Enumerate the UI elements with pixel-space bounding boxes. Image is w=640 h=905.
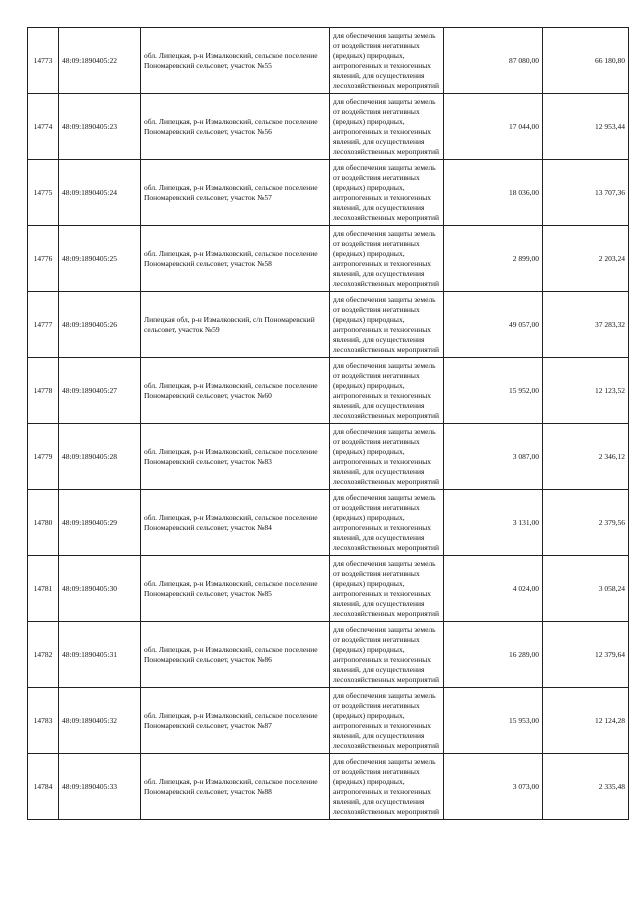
permitted-use: для обеспечения защиты земель от воздействия негативных (вредных) природных, антропогенных и техногенных явлений, для осуществления лесохозяйственных мероприятий	[330, 292, 444, 358]
cadastral-number: 48:09:1890405:25	[59, 226, 141, 292]
row-number: 14780	[28, 490, 59, 556]
cadastral-value: 2 335,48	[543, 754, 629, 820]
permitted-use: для обеспечения защиты земель от воздействия негативных (вредных) природных, антропогенных и техногенных явлений, для осуществления лесохозяйственных мероприятий	[330, 754, 444, 820]
parcel-address: обл. Липецкая, р-н Измалковский, сельское поселение Пономаревский сельсовет, участок №85	[141, 556, 330, 622]
parcel-address: обл. Липецкая, р-н Измалковский, сельское поселение Пономаревский сельсовет, участок №57	[141, 160, 330, 226]
parcel-area: 49 057,00	[444, 292, 543, 358]
row-number: 14777	[28, 292, 59, 358]
permitted-use: для обеспечения защиты земель от воздействия негативных (вредных) природных, антропогенных и техногенных явлений, для осуществления лесохозяйственных мероприятий	[330, 556, 444, 622]
table-row	[28, 358, 629, 424]
parcel-address: обл. Липецкая, р-н Измалковский, сельское поселение Пономаревский сельсовет, участок №84	[141, 490, 330, 556]
parcel-area: 3 087,00	[444, 424, 543, 490]
parcel-area: 18 036,00	[444, 160, 543, 226]
permitted-use: для обеспечения защиты земель от воздействия негативных (вредных) природных, антропогенных и техногенных явлений, для осуществления лесохозяйственных мероприятий	[330, 490, 444, 556]
table-row	[28, 292, 629, 358]
cadastral-number: 48:09:1890405:26	[59, 292, 141, 358]
permitted-use: для обеспечения защиты земель от воздействия негативных (вредных) природных, антропогенных и техногенных явлений, для осуществления лесохозяйственных мероприятий	[330, 28, 444, 94]
table-row	[28, 490, 629, 556]
permitted-use: для обеспечения защиты земель от воздействия негативных (вредных) природных, антропогенных и техногенных явлений, для осуществления лесохозяйственных мероприятий	[330, 160, 444, 226]
cadastral-value: 13 707,36	[543, 160, 629, 226]
table-row	[28, 424, 629, 490]
cadastral-value: 2 379,56	[543, 490, 629, 556]
row-number: 14781	[28, 556, 59, 622]
parcel-area: 15 953,00	[444, 688, 543, 754]
parcel-area: 4 024,00	[444, 556, 543, 622]
permitted-use: для обеспечения защиты земель от воздействия негативных (вредных) природных, антропогенных и техногенных явлений, для осуществления лесохозяйственных мероприятий	[330, 226, 444, 292]
cadastral-value: 12 123,52	[543, 358, 629, 424]
row-number: 14776	[28, 226, 59, 292]
cadastral-value: 3 058,24	[543, 556, 629, 622]
row-number: 14774	[28, 94, 59, 160]
cadastral-number: 48:09:1890405:30	[59, 556, 141, 622]
parcel-area: 17 044,00	[444, 94, 543, 160]
table-row	[28, 622, 629, 688]
parcel-area: 16 289,00	[444, 622, 543, 688]
parcel-area: 87 080,00	[444, 28, 543, 94]
parcel-address: обл. Липецкая, р-н Измалковский, сельское поселение Пономаревский сельсовет, участок №87	[141, 688, 330, 754]
permitted-use: для обеспечения защиты земель от воздействия негативных (вредных) природных, антропогенных и техногенных явлений, для осуществления лесохозяйственных мероприятий	[330, 94, 444, 160]
table-row	[28, 160, 629, 226]
parcel-address: обл. Липецкая, р-н Измалковский, сельское поселение Пономаревский сельсовет, участок №83	[141, 424, 330, 490]
table-row	[28, 226, 629, 292]
cadastral-number: 48:09:1890405:27	[59, 358, 141, 424]
table-row	[28, 28, 629, 94]
row-number: 14779	[28, 424, 59, 490]
permitted-use: для обеспечения защиты земель от воздействия негативных (вредных) природных, антропогенных и техногенных явлений, для осуществления лесохозяйственных мероприятий	[330, 424, 444, 490]
row-number: 14773	[28, 28, 59, 94]
cadastral-number: 48:09:1890405:31	[59, 622, 141, 688]
row-number: 14778	[28, 358, 59, 424]
parcel-area: 2 899,00	[444, 226, 543, 292]
cadastral-number: 48:09:1890405:23	[59, 94, 141, 160]
parcel-address: обл. Липецкая, р-н Измалковский, сельское поселение Пономаревский сельсовет, участок №86	[141, 622, 330, 688]
table-row	[28, 94, 629, 160]
row-number: 14782	[28, 622, 59, 688]
parcel-address: обл. Липецкая, р-н Измалковский, сельское поселение Пономаревский сельсовет, участок №88	[141, 754, 330, 820]
cadastral-value: 12 124,28	[543, 688, 629, 754]
table-row	[28, 556, 629, 622]
row-number: 14775	[28, 160, 59, 226]
parcel-address: обл. Липецкая, р-н Измалковский, сельское поселение Пономаревский сельсовет, участок №58	[141, 226, 330, 292]
cadastral-number: 48:09:1890405:33	[59, 754, 141, 820]
permitted-use: для обеспечения защиты земель от воздействия негативных (вредных) природных, антропогенных и техногенных явлений, для осуществления лесохозяйственных мероприятий	[330, 358, 444, 424]
parcel-address: Липецкая обл, р-н Измалковский, с/п Пономаревский сельсовет, участок №59	[141, 292, 330, 358]
parcel-address: обл. Липецкая, р-н Измалковский, сельское поселение Пономаревский сельсовет, участок №56	[141, 94, 330, 160]
table-row	[28, 688, 629, 754]
cadastral-number: 48:09:1890405:22	[59, 28, 141, 94]
cadastral-value: 2 203,24	[543, 226, 629, 292]
permitted-use: для обеспечения защиты земель от воздействия негативных (вредных) природных, антропогенных и техногенных явлений, для осуществления лесохозяйственных мероприятий	[330, 622, 444, 688]
cadastral-number: 48:09:1890405:28	[59, 424, 141, 490]
cadastral-number: 48:09:1890405:32	[59, 688, 141, 754]
parcel-area: 3 131,00	[444, 490, 543, 556]
parcel-address: обл. Липецкая, р-н Измалковский, сельское поселение Пономаревский сельсовет, участок №55	[141, 28, 330, 94]
row-number: 14784	[28, 754, 59, 820]
cadastral-number: 48:09:1890405:29	[59, 490, 141, 556]
cadastral-value: 12 379,64	[543, 622, 629, 688]
row-number: 14783	[28, 688, 59, 754]
parcel-address: обл. Липецкая, р-н Измалковский, сельское поселение Пономаревский сельсовет, участок №60	[141, 358, 330, 424]
parcel-area: 3 073,00	[444, 754, 543, 820]
parcel-area: 15 952,00	[444, 358, 543, 424]
cadastral-value: 2 346,12	[543, 424, 629, 490]
cadastral-value: 37 283,32	[543, 292, 629, 358]
registry-body	[28, 28, 629, 820]
cadastral-value: 12 953,44	[543, 94, 629, 160]
table-row	[28, 754, 629, 820]
permitted-use: для обеспечения защиты земель от воздействия негативных (вредных) природных, антропогенных и техногенных явлений, для осуществления лесохозяйственных мероприятий	[330, 688, 444, 754]
cadastral-value: 66 180,80	[543, 28, 629, 94]
land-registry-table	[27, 27, 629, 820]
cadastral-number: 48:09:1890405:24	[59, 160, 141, 226]
